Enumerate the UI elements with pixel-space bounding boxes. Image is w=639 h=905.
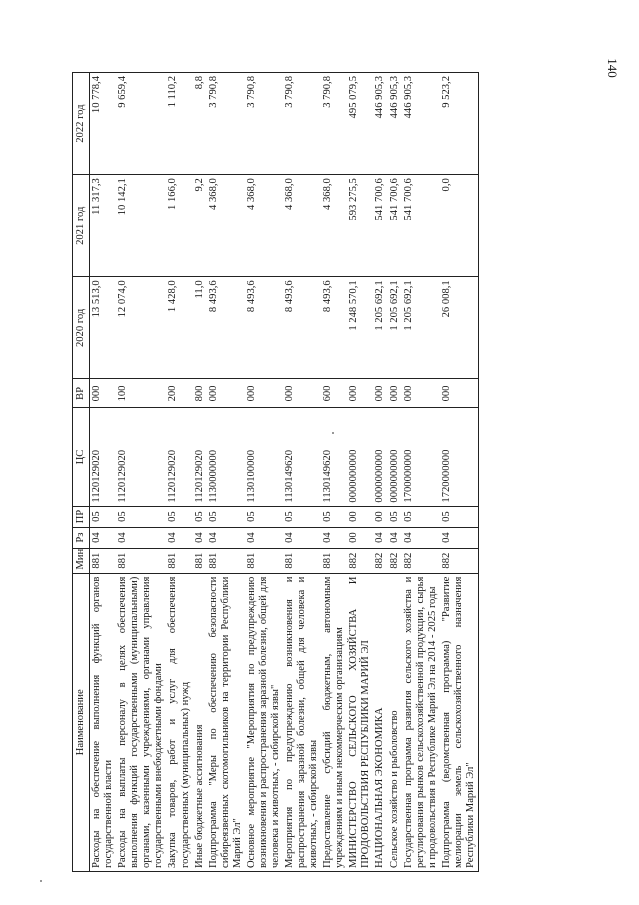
row-name: Закупка товаров, работ и услуг для обеспечения государственных (муниципальных) нужд [166, 573, 192, 871]
row-pr: 05 [245, 506, 283, 527]
row-cs: 1130149620 [283, 408, 321, 506]
row-min: 882 [440, 548, 479, 573]
row-vr: 600 [321, 379, 347, 408]
row-rz: 04 [440, 527, 479, 548]
row-name: Подпрограмма "Меры по обеспечению безопасности сибиреязвенных скотомогильников на территории Республики Марий Эл" [207, 573, 245, 871]
row-vr: 200 [166, 379, 192, 408]
row-rz: 04 [245, 527, 283, 548]
row-2021: 11 317,3 [90, 175, 117, 277]
row-vr: 000 [207, 379, 245, 408]
row-2020: 12 074,0 [116, 277, 166, 379]
row-pr: 05 [321, 506, 347, 527]
row-min: 881 [245, 548, 283, 573]
row-rz: 04 [321, 527, 347, 548]
row-2022: 3 790,8 [283, 73, 321, 175]
table-rotation [72, 72, 582, 872]
table-body [90, 73, 479, 872]
row-pr: 05 [283, 506, 321, 527]
row-2021: 593 275,5 [347, 175, 373, 277]
row-vr: 000 [402, 379, 440, 408]
table-header-row [73, 73, 90, 872]
scan-speck [40, 880, 42, 882]
row-vr: 800 [193, 379, 207, 408]
row-vr: 000 [440, 379, 479, 408]
table-row [321, 73, 347, 872]
header-rz: Рз [73, 527, 90, 548]
table-row [373, 73, 387, 872]
row-vr: 100 [116, 379, 166, 408]
row-min: 882 [388, 548, 402, 573]
page-number: 140 [605, 58, 620, 78]
header-2022: 2022 год [73, 73, 90, 175]
table-row [283, 73, 321, 872]
row-min: 881 [193, 548, 207, 573]
row-2022: 1 110,2 [166, 73, 192, 175]
row-2020: 1 205 692,1 [402, 277, 440, 379]
row-2021: 541 700,6 [373, 175, 387, 277]
row-pr: 05 [193, 506, 207, 527]
row-pr: 05 [116, 506, 166, 527]
row-cs: 1130100000 [245, 408, 283, 506]
row-rz: 04 [283, 527, 321, 548]
row-min: 882 [347, 548, 373, 573]
row-2022: 9 523,2 [440, 73, 479, 175]
row-cs: 1130149620 [321, 408, 347, 506]
row-2022: 3 790,8 [245, 73, 283, 175]
row-2020: 1 428,0 [166, 277, 192, 379]
row-rz: 00 [347, 527, 373, 548]
row-2021: 4 368,0 [245, 175, 283, 277]
table-row [388, 73, 402, 872]
row-cs: 1120129020 [116, 408, 166, 506]
row-pr: 00 [347, 506, 373, 527]
row-2021: 4 368,0 [321, 175, 347, 277]
row-cs: 0000000000 [373, 408, 387, 506]
row-cs: 0000000000 [388, 408, 402, 506]
rotated-table-area [72, 72, 582, 872]
row-2022: 10 778,4 [90, 73, 117, 175]
row-min: 881 [116, 548, 166, 573]
row-2022: 446 905,3 [388, 73, 402, 175]
header-min: Мин [73, 548, 90, 573]
table-row [116, 73, 166, 872]
row-2020: 13 513,0 [90, 277, 117, 379]
row-2021: 541 700,6 [388, 175, 402, 277]
row-pr: 05 [207, 506, 245, 527]
header-vr: ВР [73, 379, 90, 408]
row-pr: 05 [402, 506, 440, 527]
row-cs: 1720000000 [440, 408, 479, 506]
row-2022: 446 905,3 [373, 73, 387, 175]
row-rz: 04 [207, 527, 245, 548]
row-2020: 8 493,6 [245, 277, 283, 379]
row-vr: 000 [388, 379, 402, 408]
row-2021: 4 368,0 [283, 175, 321, 277]
row-name: Иные бюджетные ассигнования [193, 573, 207, 871]
row-cs: 0000000000 [347, 408, 373, 506]
row-2021: 0,0 [440, 175, 479, 277]
row-rz: 04 [90, 527, 117, 548]
row-name: Расходы на выплаты персоналу в целях обеспечения выполнения функций государственными (муниципальными) органами, казенными учреждениями, органами управления государственными внебюджетными фондами [116, 573, 166, 871]
row-rz: 04 [116, 527, 166, 548]
row-name: Мероприятия по предупреждению возникновения и распространения заразной болезни, общей для человека и животных, - сибирской язвы [283, 573, 321, 871]
row-2020: 8 493,6 [283, 277, 321, 379]
row-2020: 26 008,1 [440, 277, 479, 379]
table-row [90, 73, 117, 872]
row-min: 881 [90, 548, 117, 573]
row-rz: 04 [373, 527, 387, 548]
table-row [193, 73, 207, 872]
row-pr: 05 [440, 506, 479, 527]
row-name: Предоставление субсидий бюджетным, автономным учреждениям и иным некоммерческим организациям [321, 573, 347, 871]
row-vr: 000 [283, 379, 321, 408]
row-min: 882 [402, 548, 440, 573]
row-2020: 8 493,6 [207, 277, 245, 379]
row-2022: 495 079,5 [347, 73, 373, 175]
header-cs: ЦС [73, 408, 90, 506]
row-2020: 1 248 570,1 [347, 277, 373, 379]
row-min: 881 [207, 548, 245, 573]
row-2020: 8 493,6 [321, 277, 347, 379]
row-min: 881 [283, 548, 321, 573]
table-row [347, 73, 373, 872]
row-2020: 1 205 692,1 [373, 277, 387, 379]
row-cs: 1120129020 [166, 408, 192, 506]
table-row [207, 73, 245, 872]
row-cs: 1130000000 [207, 408, 245, 506]
row-name: МИНИСТЕРСТВО СЕЛЬСКОГО ХОЗЯЙСТВА И ПРОДОВОЛЬСТВИЯ РЕСПУБЛИКИ МАРИЙ ЭЛ [347, 573, 373, 871]
row-pr: 05 [388, 506, 402, 527]
row-pr: 00 [373, 506, 387, 527]
row-2022: 9 659,4 [116, 73, 166, 175]
table-row [245, 73, 283, 872]
row-2021: 1 166,0 [166, 175, 192, 277]
row-2021: 541 700,6 [402, 175, 440, 277]
row-min: 882 [373, 548, 387, 573]
row-min: 881 [321, 548, 347, 573]
row-2021: 10 142,1 [116, 175, 166, 277]
row-name: НАЦИОНАЛЬНАЯ ЭКОНОМИКА [373, 573, 387, 871]
row-2020: 11,0 [193, 277, 207, 379]
row-name: Подпрограмма (ведомственная программа) "Развитие мелиорации земель сельскохозяйственного назначения Республики Марий Эл" [440, 573, 479, 871]
table-row [440, 73, 479, 872]
row-vr: 000 [90, 379, 117, 408]
row-2022: 3 790,8 [321, 73, 347, 175]
table-row [402, 73, 440, 872]
row-pr: 05 [90, 506, 117, 527]
budget-table [72, 72, 479, 872]
row-pr: 05 [166, 506, 192, 527]
row-name: Государственная программа развития сельского хозяйства и регулирования рынков сельскохозяйственной продукции, сырья и продовольствия в Республике Марий Эл на 2014 - 2025 годы [402, 573, 440, 871]
header-2021: 2021 год [73, 175, 90, 277]
row-vr: 000 [245, 379, 283, 408]
row-cs: 1120129020 [90, 408, 117, 506]
header-pr: ПР [73, 506, 90, 527]
row-2021: 4 368,0 [207, 175, 245, 277]
row-2022: 3 790,8 [207, 73, 245, 175]
row-vr: 000 [373, 379, 387, 408]
row-rz: 04 [193, 527, 207, 548]
header-name: Наименование [73, 573, 90, 871]
row-vr: 000 [347, 379, 373, 408]
row-name: Сельское хозяйство и рыболовство [388, 573, 402, 871]
table-row [166, 73, 192, 872]
header-2020: 2020 год [73, 277, 90, 379]
row-2022: 8,8 [193, 73, 207, 175]
row-name: Основное мероприятие "Мероприятия по предупреждению возникновения и распространения заразной болезни, общей для человека и животных, - сибирской язвы" [245, 573, 283, 871]
row-name: Расходы на обеспечение выполнения функций органов государственной власти [90, 573, 117, 871]
row-rz: 04 [166, 527, 192, 548]
row-2021: 9,2 [193, 175, 207, 277]
row-2022: 446 905,3 [402, 73, 440, 175]
row-cs: 1700000000 [402, 408, 440, 506]
row-cs: 1120129020 [193, 408, 207, 506]
row-2020: 1 205 692,1 [388, 277, 402, 379]
row-rz: 04 [388, 527, 402, 548]
row-rz: 04 [402, 527, 440, 548]
row-min: 881 [166, 548, 192, 573]
